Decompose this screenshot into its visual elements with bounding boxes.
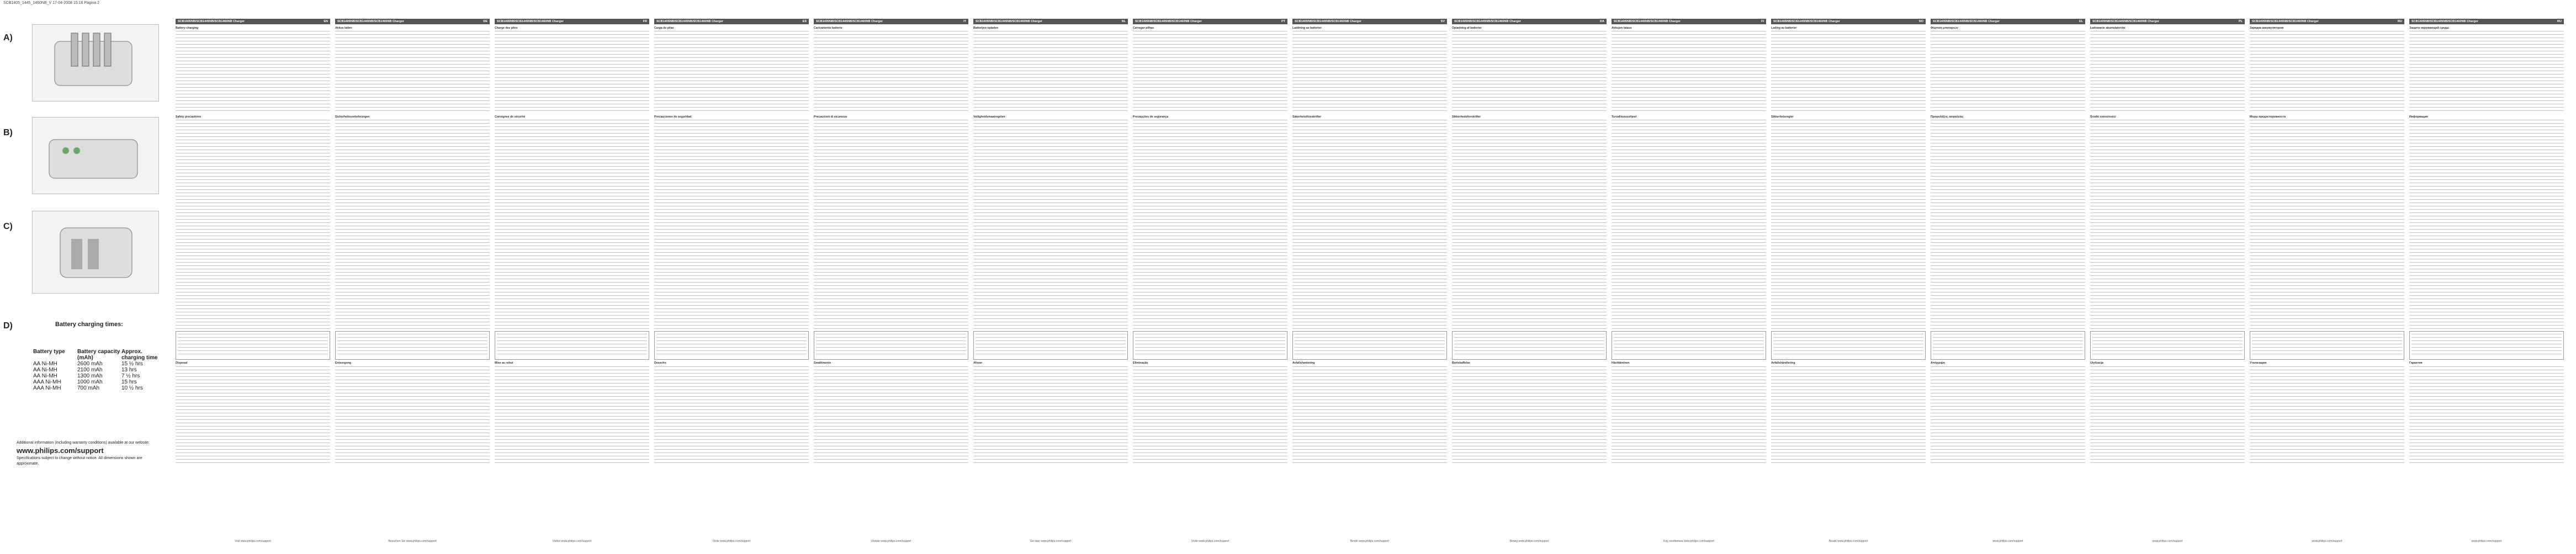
column-header [654,19,809,24]
body-text [176,366,330,466]
body-text [2250,120,2404,329]
column-header [176,19,330,24]
column-footer: www.philips.com/support [2312,539,2342,543]
column-title: SCB1405NB/SCB1445NB/SCB1460NB Charger [1773,20,1841,23]
body-text [1771,31,1926,114]
column-title: SCB1405NB/SCB1445NB/SCB1460NB Charger [1295,20,1362,23]
battery-table-title: Battery charging times: [55,321,123,328]
body-text [1612,31,1766,114]
note-text [2252,334,2402,356]
body-text [1292,120,1447,329]
language-code: RU [2398,20,2402,23]
cell: 1000 mAh [77,379,103,385]
body-text [1452,120,1607,329]
section-heading-disposal: Utylizacja [2090,361,2103,365]
note-box [2409,331,2564,360]
body-text [335,366,490,466]
section-heading-disposal: Entsorgung [335,361,352,365]
column-footer: www.philips.com/support [1992,539,2023,543]
column-title: SCB1405NB/SCB1445NB/SCB1460NB Charger [976,20,1043,23]
cell: 10 ½ hrs [121,385,143,391]
section-heading-disposal: Afvoer [973,361,983,365]
note-text [178,334,328,356]
note-text [2411,334,2562,356]
additional-info [17,440,166,467]
body-text [1292,366,1447,466]
section-heading-charging: Lading av batterier [1771,26,1797,30]
body-text [1771,120,1926,329]
language-column-fi [1612,19,1766,543]
column-header [1292,19,1447,24]
cell: 15 ½ hrs [121,361,143,367]
language-code: NO [1918,20,1923,23]
language-code: IT [963,20,966,23]
language-code: PT [1281,20,1285,23]
body-text [973,366,1128,466]
column-title: SCB1405NB/SCB1445NB/SCB1460NB Charger [1614,20,1681,23]
section-heading-safety: Consignes de sécurité [495,115,526,119]
note-text [1614,334,1764,356]
note-box [1612,331,1766,360]
cell: 2600 mAh [77,361,103,367]
body-text [2250,31,2404,114]
body-text [1133,366,1287,466]
note-text [656,334,807,356]
column-title: SCB1405NB/SCB1445NB/SCB1460NB Charger [178,20,245,23]
section-heading-charging: Зарядка аккумуляторов [2250,26,2284,30]
cell: AAA Ni-MH [33,385,61,391]
language-column-pl [2090,19,2245,543]
column-header [2409,19,2564,24]
column-footer: Käy osoitteessa www.philips.com/support [1663,539,1714,543]
column-footer: Visite www.philips.com/support [1191,539,1229,543]
body-text [814,31,968,114]
figure-label-d: D) [3,321,13,331]
body-text [814,366,968,466]
section-heading-charging: Laddning av batterier [1292,26,1322,30]
section-heading-safety: Safety precautions [176,115,202,119]
section-heading-safety: Sikkerhetsregler [1771,115,1794,119]
specs-note: Specifications subject to change without notice. All dimensions shown are approximate. [17,456,142,466]
section-heading-safety: Precauções de segurança [1133,115,1169,119]
body-text [495,31,649,114]
section-heading-charging: Carregar pilhas [1133,26,1154,30]
language-code: PL [2238,20,2243,23]
note-box [1931,331,2085,360]
body-text [1292,31,1447,114]
section-heading-disposal: Bortskaffelse [1452,361,1470,365]
note-box [1771,331,1926,360]
body-text [1612,366,1766,466]
column-footer: Visit www.philips.com/support [235,539,271,543]
cell: AA Ni-MH [33,361,57,367]
column-footer: Besøk www.philips.com/support [1828,539,1868,543]
section-heading-safety: Säkerhetsföreskrifter [1292,115,1322,119]
body-text [495,366,649,466]
section-heading-disposal: Απόρριψη [1931,361,1945,365]
section-heading-disposal: Mise au rebut [495,361,513,365]
header-capacity: Battery capacity (mAh) [77,349,120,361]
crop-header [0,0,2576,7]
table-row [33,373,160,379]
column-footer: Visite www.philips.com/support [712,539,751,543]
body-text [2409,31,2564,114]
section-heading-disposal: Disposal [176,361,188,365]
cell: AA Ni-MH [33,373,57,379]
body-text [1931,366,2085,466]
battery-table [33,349,160,391]
note-text [816,334,966,356]
figure-label-a: A) [3,33,13,42]
figure-label-b: B) [3,128,13,137]
language-code: DA [1600,20,1604,23]
column-header [335,19,490,24]
body-text [1133,120,1287,329]
cell: AA Ni-MH [33,367,57,373]
body-text [335,120,490,329]
section-heading-safety: Sicherheitsvorkehrungen [335,115,370,119]
figure-label-c: C) [3,222,13,231]
cell: 700 mAh [77,385,100,391]
section-heading-safety: Sikkerhedsforskrifter [1452,115,1481,119]
section-heading-disposal: Hävittäminen [1612,361,1630,365]
note-box [2090,331,2245,360]
note-text [1773,334,1923,356]
body-text [973,31,1128,114]
column-header [814,19,968,24]
note-box [335,331,490,360]
note-text [337,334,487,356]
cell: 1300 mAh [77,373,103,379]
language-code: FR [643,20,647,23]
body-text [1452,31,1607,114]
note-text [1454,334,1604,356]
column-header [1452,19,1607,24]
body-text [654,366,809,466]
section-heading-safety: Środki ostrożności [2090,115,2116,119]
note-text [497,334,647,356]
section-heading-safety: Precauzioni di sicurezza [814,115,847,119]
figure-c-image [32,211,159,294]
language-code: DE [483,20,487,23]
section-heading-safety: Информация [2409,115,2428,119]
section-heading-disposal: Desecho [654,361,666,365]
cell: 13 hrs [121,367,137,373]
note-box [1133,331,1287,360]
section-heading-charging: Защита окружающей среды [2409,26,2449,30]
column-header [1612,19,1766,24]
language-column-it [814,19,968,543]
column-title: SCB1405NB/SCB1445NB/SCB1460NB Charger [656,20,724,23]
column-header [2090,19,2245,24]
language-column-pt [1133,19,1287,543]
battery-table-header [33,349,160,361]
column-footer: www.philips.com/support [2471,539,2502,543]
body-text [1452,366,1607,466]
section-heading-disposal: Утилизация [2250,361,2267,365]
figure-b-image [32,117,159,194]
note-box [654,331,809,360]
column-title: SCB1405NB/SCB1445NB/SCB1460NB Charger [1454,20,1522,23]
body-text [176,31,330,114]
section-heading-charging: Akkus laden [335,26,352,30]
note-text [1135,334,1285,356]
column-title: SCB1405NB/SCB1445NB/SCB1460NB Charger [337,20,405,23]
note-text [1295,334,1445,356]
table-row [33,361,160,367]
column-footer: Besök www.philips.com/support [1350,539,1390,543]
language-column-no [1771,19,1926,543]
language-code: EN [324,20,328,23]
section-heading-safety: Меры предосторожности [2250,115,2286,119]
note-box [814,331,968,360]
note-box [176,331,330,360]
language-column-el [1931,19,2085,543]
body-text [2409,120,2564,329]
column-footer: Visitate www.philips.com/support [871,539,911,543]
column-footer: Besøg www.philips.com/support [1509,539,1549,543]
language-column-fr [495,19,649,543]
language-code: SV [1440,20,1445,23]
body-text [176,120,330,329]
language-code: FI [1761,20,1764,23]
column-title: SCB1405NB/SCB1445NB/SCB1460NB Charger [816,20,883,23]
website-link[interactable]: www.philips.com/support [17,446,104,455]
note-box [973,331,1128,360]
language-code: EL [2079,20,2083,23]
section-heading-charging: Caricamento batterie [814,26,842,30]
note-box [495,331,649,360]
language-column-da [1452,19,1607,543]
column-footer: Visitez www.philips.com/support [552,539,592,543]
column-header [1133,19,1287,24]
section-heading-disposal: Avfallshåndtering [1771,361,1795,365]
body-text [335,31,490,114]
charger-illustration-a [33,25,158,101]
section-heading-safety: Turvallisuusohjeet [1612,115,1637,119]
section-heading-charging: Carga de pilas [654,26,674,30]
body-text [2090,31,2245,114]
body-text [2409,366,2564,466]
crop-header-text: SCB1405_1445_1460NB_V 17-04-2008 15:16 Pagina 2 [3,1,99,5]
column-header [495,19,649,24]
section-heading-charging: Charge des piles [495,26,518,30]
body-text [1931,31,2085,114]
header-charging-time: Approx. charging time [121,349,158,361]
body-text [495,120,649,329]
body-text [2090,366,2245,466]
column-title: SCB1405NB/SCB1445NB/SCB1460NB Charger [2411,20,2479,23]
section-heading-disposal: Smaltimento [814,361,831,365]
column-footer: Besuchen Sie www.philips.com/support [388,539,437,543]
language-column-nl [973,19,1128,543]
section-heading-charging: Opladning af batterier [1452,26,1482,30]
column-footer: www.philips.com/support [2152,539,2183,543]
language-code: ES [802,20,807,23]
section-heading-safety: Veiligheidsmaatregelen [973,115,1005,119]
body-text [1931,120,2085,329]
body-text [654,120,809,329]
section-heading-charging: Akkujen lataus [1612,26,1632,30]
cell: 2100 mAh [77,367,103,373]
section-heading-safety: Προφυλάξεις ασφαλείας [1931,115,1964,119]
section-heading-safety: Precauciones de seguridad [654,115,692,119]
column-title: SCB1405NB/SCB1445NB/SCB1460NB Charger [2092,20,2160,23]
section-heading-disposal: Avfallshantering [1292,361,1315,365]
column-header [1931,19,2085,24]
table-row [33,367,160,373]
language-column-sv [1292,19,1447,543]
body-text [2250,366,2404,466]
note-text [976,334,1126,356]
column-footer: Ga naar www.philips.com/support [1030,539,1072,543]
charger-illustration-c [33,211,158,293]
note-box [2250,331,2404,360]
body-text [1133,31,1287,114]
table-row [33,379,160,385]
section-heading-charging: Batterijen opladen [973,26,999,30]
body-text [2090,120,2245,329]
column-title: SCB1405NB/SCB1445NB/SCB1460NB Charger [1135,20,1202,23]
figure-panel [0,12,171,554]
section-heading-charging: Φόρτιση μπαταριών [1931,26,1958,30]
cell: AAA Ni-MH [33,379,61,385]
note-box [1292,331,1447,360]
column-header [1771,19,1926,24]
language-column-es [654,19,809,543]
column-header [2250,19,2404,24]
section-heading-charging: Ładowanie akumulatorów [2090,26,2126,30]
column-title: SCB1405NB/SCB1445NB/SCB1460NB Charger [1933,20,2000,23]
language-code: RU [2557,20,2562,23]
charger-illustration-b [33,118,158,194]
table-row [33,385,160,391]
additional-info-text: Additional information (including warranty conditions) available at our website: [17,441,150,445]
language-column-en [176,19,330,543]
language-column-ru [2250,19,2404,543]
note-text [2092,334,2243,356]
language-column-de [335,19,490,543]
note-text [1933,334,2083,356]
figure-a-image [32,24,159,102]
note-box [1452,331,1607,360]
section-heading-charging: Battery charging [176,26,199,30]
section-heading-disposal: Eliminação [1133,361,1148,365]
section-heading-disposal: Гарантия [2409,361,2423,365]
language-column-ru [2409,19,2564,543]
column-title: SCB1405NB/SCB1445NB/SCB1460NB Charger [497,20,564,23]
column-title: SCB1405NB/SCB1445NB/SCB1460NB Charger [2252,20,2319,23]
cell: 15 hrs [121,379,137,385]
body-text [814,120,968,329]
header-battery-type: Battery type [33,349,65,355]
body-text [654,31,809,114]
column-header [973,19,1128,24]
language-code: NL [1121,20,1126,23]
body-text [1771,366,1926,466]
cell: 7 ½ hrs [121,373,140,379]
body-text [1612,120,1766,329]
body-text [973,120,1128,329]
